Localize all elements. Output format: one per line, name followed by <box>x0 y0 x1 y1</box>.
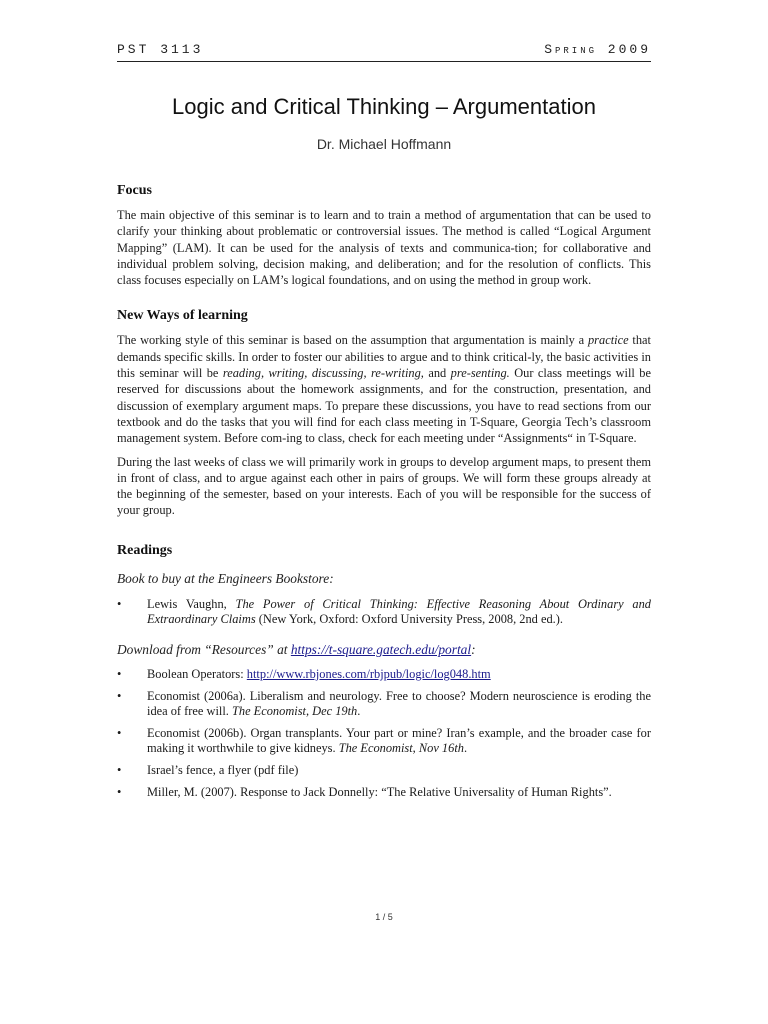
reading-item <box>117 667 651 683</box>
ways-paragraph-1 <box>117 332 651 446</box>
book-item <box>117 597 651 628</box>
focus-paragraph: The main objective of this seminar is to learn and to train a method of argumentation that can be used to clarify your thinking about problematic or controversial issues. The method is called “Logical Argument Mapping” (LAM). It can be used for the analysis of texts and communica-tion; for collaborative and individual problem solving, decision making, and deliberation; and for the resolution of conflicts. This class focuses especially on LAM’s logical foundations, and on using the method in group work. <box>117 208 651 288</box>
book-list <box>117 597 651 628</box>
term: Spring 2009 <box>544 42 651 57</box>
bullet-icon: • <box>117 688 122 703</box>
document-page <box>117 0 651 1024</box>
reading-text: Israel’s fence, a flyer (pdf file) <box>147 762 299 777</box>
book-author: Lewis Vaughn, <box>147 596 236 611</box>
running-header <box>117 42 651 57</box>
text-run: and <box>423 366 451 381</box>
author-name: Dr. Michael Hoffmann <box>316 136 452 152</box>
course-code: PST 3113 <box>117 42 204 57</box>
book-publication: (New York, Oxford: Oxford University Press, 2008, 2nd ed.). <box>255 612 563 627</box>
reading-source: The Economist, Nov 16th <box>338 741 464 756</box>
reading-item <box>117 689 651 720</box>
reading-source: The Economist, Dec 19th <box>231 704 358 719</box>
ways-heading: New Ways of learning <box>117 308 248 324</box>
book-title: The Power of Critical Thinking: Effective Reasoning About Ordinary and Extraordinary Claims <box>147 596 651 627</box>
text-run: Our class meetings will be reserved for discussions about the homework assignments, and for the construction, presentation, and discussion of exemplary argument maps. To prepare these discussions, you have to read sections from our textbook and do the tasks that you will find for each class meeting in T-Square, Georgia Tech’s classroom management system. Before com-ing to class, check for each meeting under “Assignments“ in T-Square. <box>117 366 652 446</box>
reading-text: Economist (2006b). Organ transplants. Your part or mine? Iran’s example, and the broader case for making it worthwhile to give kidneys. <box>147 725 651 756</box>
tsquare-portal-link[interactable]: https://t-square.gatech.edu/portal <box>290 641 472 657</box>
readings-list <box>117 667 651 800</box>
header-rule <box>117 61 651 62</box>
bullet-icon: • <box>117 762 122 777</box>
focus-heading: Focus <box>117 183 152 198</box>
buy-label: Book to buy at the Engineers Bookstore: <box>117 570 334 586</box>
page-number: 1 / 5 <box>375 912 393 922</box>
reading-item <box>117 763 651 779</box>
download-prefix: Download from “Resources” at <box>117 641 291 657</box>
emphasis-activities: reading, writing, discussing, re-writing, <box>222 366 424 381</box>
reading-text-end: . <box>357 704 361 719</box>
emphasis-presenting: pre-senting. <box>450 366 510 381</box>
reading-text: Boolean Operators: <box>147 666 247 681</box>
bullet-icon: • <box>117 596 122 611</box>
reading-text-end: . <box>463 741 468 756</box>
document-body <box>117 183 651 806</box>
bullet-icon: • <box>117 725 122 740</box>
reading-link[interactable]: http://www.rbjones.com/rbjpub/logic/log048.htm <box>246 666 491 681</box>
bullet-icon: • <box>117 666 122 681</box>
reading-item <box>117 726 651 757</box>
document-title: Logic and Critical Thinking – Argumentation <box>172 94 596 119</box>
reading-text: Miller, M. (2007). Response to Jack Donnelly: “The Relative Universality of Human Rights”. <box>147 784 612 799</box>
download-suffix: : <box>471 641 476 657</box>
bullet-icon: • <box>117 784 122 799</box>
reading-item <box>117 785 651 801</box>
reading-text: Economist (2006a). Liberalism and neurology. Free to choose? Modern neuroscience is eroding the idea of free will. <box>147 688 651 719</box>
ways-paragraph-2: During the last weeks of class we will primarily work in groups to develop argument maps, to present them in front of class, and to argue against each other in pairs of groups. We will form these groups already at the beginning of the semester, based on your interests. Each of you will be responsible for the success of your group. <box>117 454 651 518</box>
download-label <box>117 642 651 658</box>
text-run: that demands specific skills. In order to foster our abilities to argue and to think critical-ly, the basic activities in this seminar will be <box>117 333 651 381</box>
readings-heading: Readings <box>117 542 173 558</box>
text-run: The working style of this seminar is based on the assumption that argumentation is mainly a <box>117 333 588 348</box>
emphasis-practice: practice <box>587 333 629 348</box>
